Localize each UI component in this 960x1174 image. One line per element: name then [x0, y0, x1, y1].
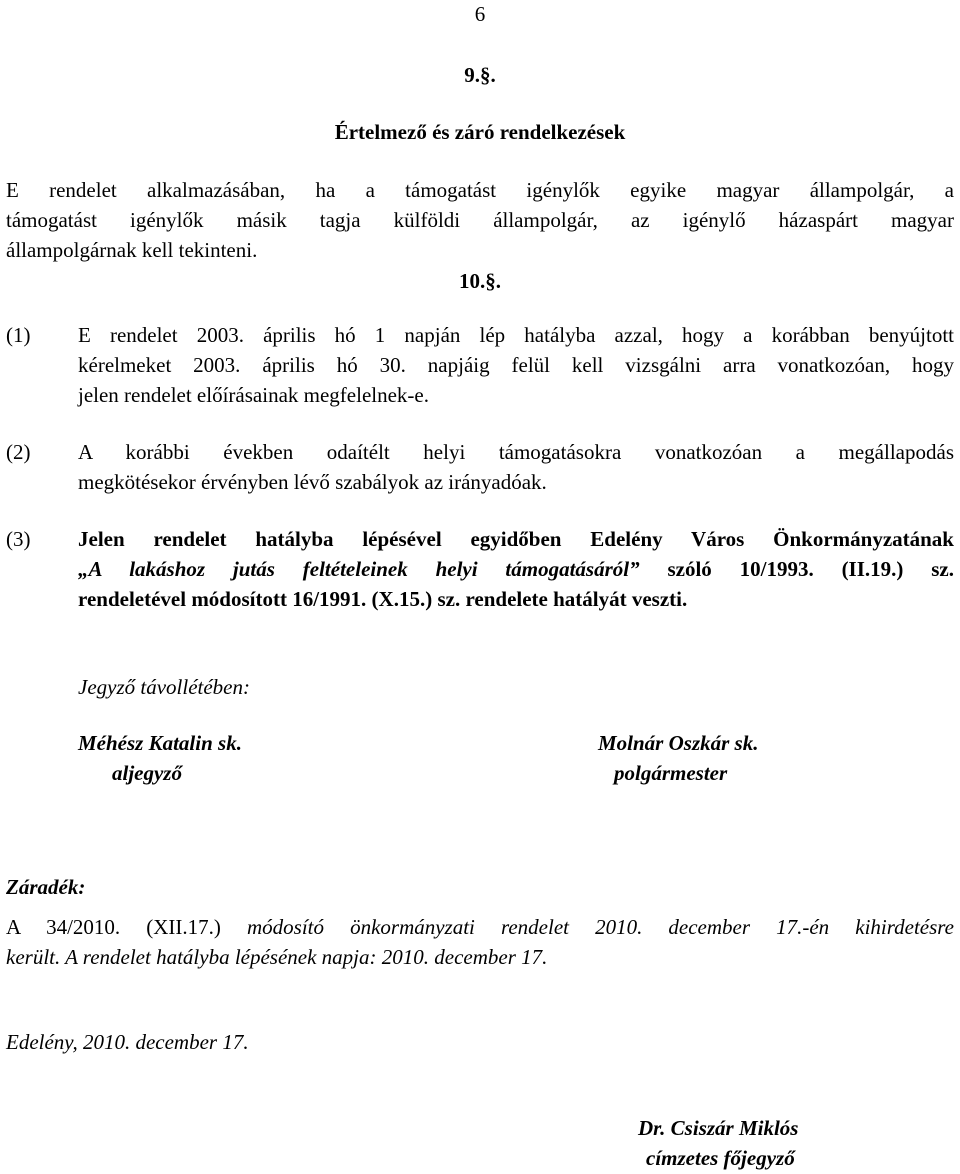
clause-heading: Záradék:	[6, 875, 86, 899]
clause-line: került. A rendelet hatályba lépésének napja: 2010. december 17.	[6, 945, 548, 969]
section-9-paragraph	[6, 175, 954, 265]
paragraph-number: (2)	[6, 440, 31, 464]
section-9-line: támogatást igénylők másik tagja külföldi állampolgár, az igénylő házaspárt magyar	[6, 208, 954, 232]
paragraph-2	[0, 437, 960, 497]
section-9-heading: 9.§.	[464, 63, 496, 87]
section-10-heading: 10.§.	[459, 269, 501, 293]
paragraph-line: E rendelet 2003. április hó 1 napján lép hatályba azzal, hogy a korábban benyújtott	[78, 323, 954, 347]
paragraph-number: (3)	[6, 527, 31, 551]
paragraph-line: rendeletével módosított 16/1991. (X.15.) sz. rendelete hatályát veszti.	[78, 587, 688, 611]
signatory-name-right: Molnár Oszkár sk.	[598, 731, 759, 755]
section-9-line: E rendelet alkalmazásában, ha a támogatást igénylők egyike magyar állampolgár, a	[6, 178, 954, 202]
paragraph-text	[78, 524, 954, 614]
clause-regulation-desc: módosító önkormányzati rendelet 2010. december 17.-én kihirdetésre	[246, 915, 954, 939]
place-date: Edelény, 2010. december 17.	[6, 1030, 249, 1054]
paragraph-text	[78, 320, 954, 410]
clause-line	[6, 912, 954, 942]
section-9-line: állampolgárnak kell tekinteni.	[6, 238, 258, 262]
paragraph-number: (1)	[6, 323, 31, 347]
signatory-role-right: polgármester	[614, 761, 728, 785]
paragraph-line: kérelmeket 2003. április hó 30. napjáig felül kell vizsgálni arra vonatkozóan, hogy	[78, 353, 954, 377]
paragraph-line: jelen rendelet előírásainak megfelelnek-e.	[78, 383, 429, 407]
regulation-reference: szóló 10/1993. (II.19.) sz.	[667, 557, 954, 581]
paragraph-line: A korábbi években odaítélt helyi támogatásokra vonatkozóan a megállapodás	[78, 440, 954, 464]
regulation-title: „A lakáshoz jutás feltételeinek helyi támogatásáról”	[78, 557, 640, 581]
section-9-title: Értelmező és záró rendelkezések	[334, 120, 626, 144]
clause-text	[6, 912, 954, 972]
page-number: 6	[474, 2, 486, 26]
paragraph-3	[0, 524, 960, 614]
final-signatory-name: Dr. Csiszár Miklós	[638, 1116, 799, 1140]
signatory-name-left: Méhész Katalin sk.	[78, 731, 242, 755]
paragraph-line: Jelen rendelet hatályba lépésével egyidőben Edelény Város Önkormányzatának	[78, 527, 954, 551]
final-signatory-role: címzetes főjegyző	[646, 1146, 795, 1170]
absence-note: Jegyző távollétében:	[78, 675, 250, 699]
paragraph-line	[78, 554, 954, 584]
clause-regulation-number: A 34/2010. (XII.17.)	[6, 915, 221, 939]
paragraph-text	[78, 437, 954, 497]
paragraph-1	[0, 320, 960, 410]
paragraph-line: megkötésekor érvényben lévő szabályok az irányadóak.	[78, 470, 547, 494]
signatory-role-left: aljegyző	[112, 761, 182, 785]
